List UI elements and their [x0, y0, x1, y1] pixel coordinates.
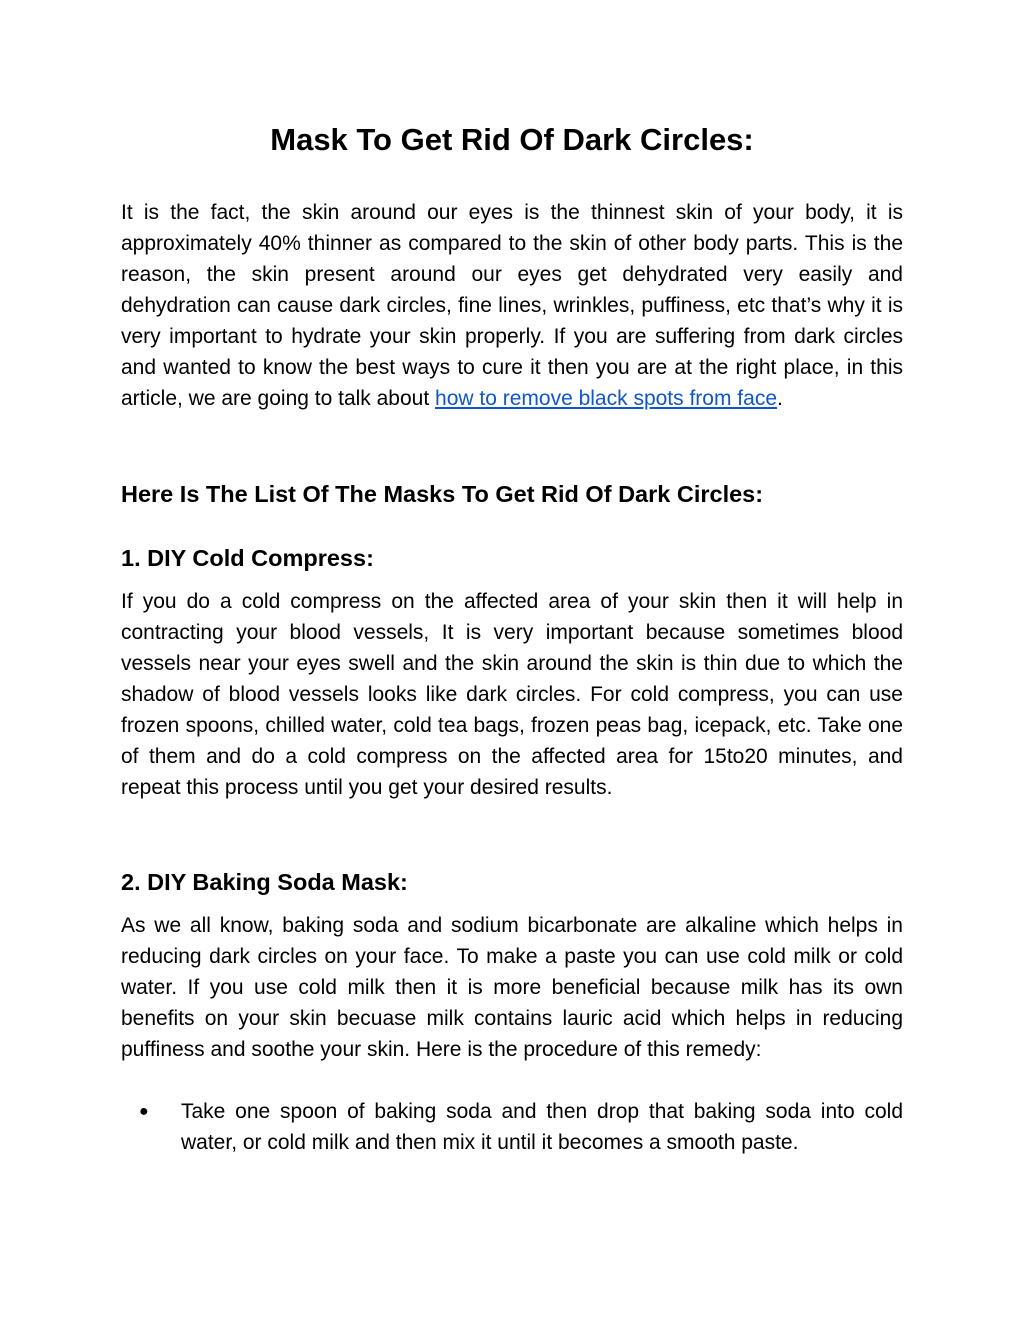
- intro-text-end: .: [777, 387, 783, 410]
- remove-black-spots-link[interactable]: how to remove black spots from face: [435, 387, 777, 410]
- section-heading-baking-soda: 2. DIY Baking Soda Mask:: [121, 869, 408, 895]
- list-item: [121, 1096, 903, 1158]
- bullet-icon: ●: [139, 1103, 149, 1120]
- list-heading: Here Is The List Of The Masks To Get Rid Of Dark Circles:: [121, 481, 764, 507]
- baking-soda-steps-list: [121, 1096, 903, 1158]
- section-heading-cold-compress: 1. DIY Cold Compress:: [121, 545, 374, 571]
- list-item-text: Take one spoon of baking soda and then drop that baking soda into cold water, or cold milk and then mix it until it becomes a smooth paste.: [181, 1100, 903, 1154]
- page-title: Mask To Get Rid Of Dark Circles:: [270, 122, 754, 157]
- intro-paragraph: [121, 197, 903, 414]
- section-body-baking-soda: As we all know, baking soda and sodium bicarbonate are alkaline which helps in reducing dark circles on your face. To make a paste you can use cold milk or cold water. If you use cold milk then it is more beneficial because milk has its own benefits on your skin becuase milk contains lauric acid which helps in reducing puffiness and soothe your skin. Here is the procedure of this remedy:: [121, 914, 903, 1061]
- section-body-cold-compress: If you do a cold compress on the affected area of your skin then it will help in contracting your blood vessels, It is very important because sometimes blood vessels near your eyes swell and the skin around the skin is thin due to which the shadow of blood vessels looks like dark circles. For cold compress, you can use frozen spoons, chilled water, cold tea bags, frozen peas bag, icepack, etc. Take one of them and do a cold compress on the affected area for 15to20 minutes, and repeat this process until you get your desired results.: [121, 590, 903, 799]
- intro-text: It is the fact, the skin around our eyes is the thinnest skin of your body, it is approximately 40% thinner as compared to the skin of other body parts. This is the reason, the skin present around our eyes get dehydrated very easily and dehydration can cause dark circles, fine lines, wrinkles, puffiness, etc that’s why it is very important to hydrate your skin properly. If you are suffering from dark circles and wanted to know the best ways to cure it then you are at the right place, in this article, we are going to talk about: [121, 201, 903, 410]
